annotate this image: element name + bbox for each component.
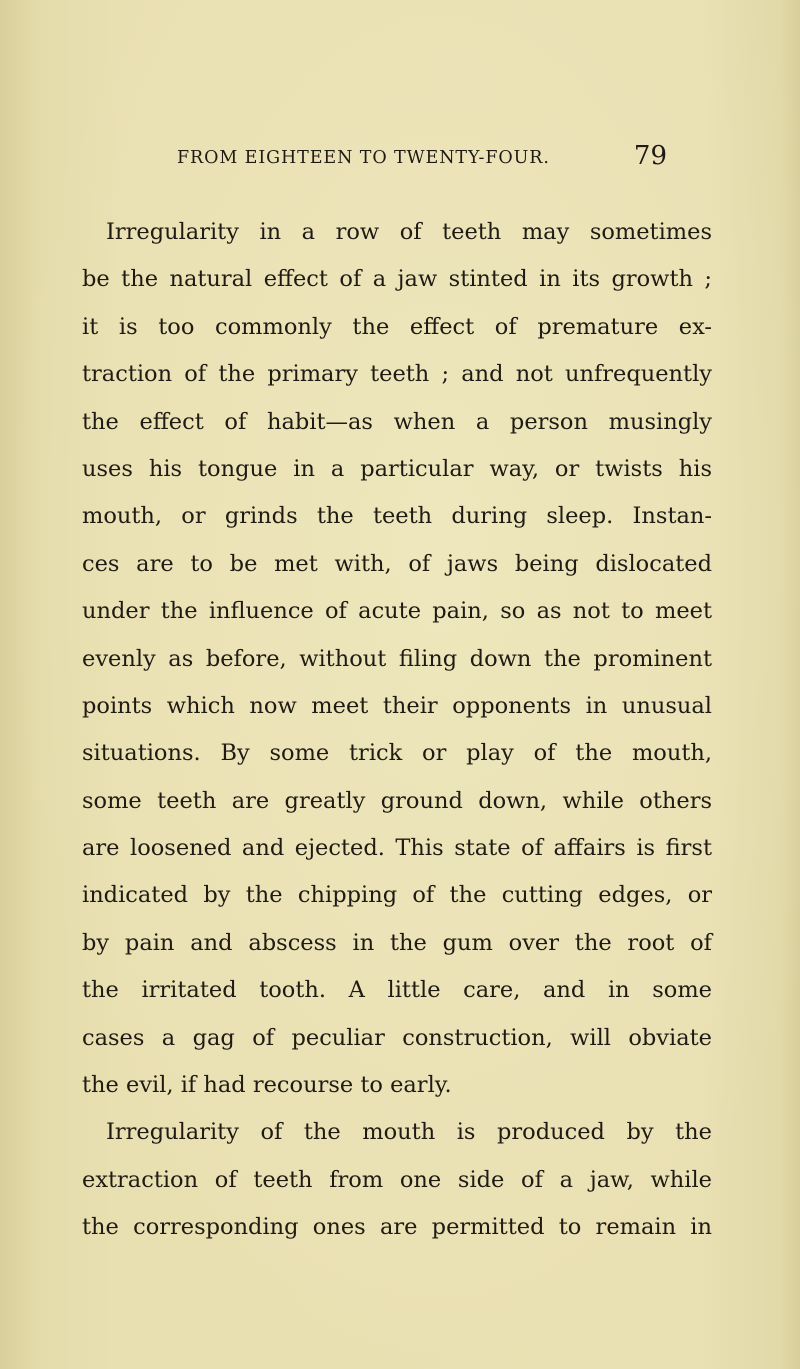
text-line: cases a gag of peculiar construction, will obviate [82,1024,712,1051]
text-line: the effect of habit—as when a person musingly [82,408,712,435]
page-number: 79 [633,141,667,171]
text-line: traction of the primary teeth ; and not unfrequently [82,361,712,388]
text-line: extraction of teeth from one side of a jaw, while [82,1166,712,1193]
text-line: situations. By some trick or play of the mouth, [82,740,712,767]
text-line: points which now meet their opponents in unusual [82,692,712,719]
text-line: mouth, or grinds the teeth during sleep. Instan- [82,503,712,530]
page-header [177,141,667,181]
running-head: FROM EIGHTEEN TO TWENTY-FOUR. [177,148,550,168]
text-line: the evil, if had recourse to early. [82,1072,452,1099]
text-line: it is too commonly the effect of premature ex- [82,313,712,340]
text-line: some teeth are greatly ground down, while others [82,787,712,814]
text-line: the corresponding ones are permitted to remain in [82,1214,712,1241]
body-text [82,209,712,1252]
text-line: the irritated tooth. A little care, and in some [82,977,712,1004]
text-line: ces are to be met with, of jaws being dislocated [82,550,712,577]
text-line: be the natural effect of a jaw stinted in its growth ; [82,266,712,293]
text-line: by pain and abscess in the gum over the root of [82,929,712,956]
text-line: evenly as before, without filing down the prominent [82,645,712,672]
text-line: indicated by the chipping of the cutting edges, or [82,882,712,909]
text-line: are loosened and ejected. This state of affairs is first [82,835,712,862]
text-line: Irregularity in a row of teeth may sometimes [106,219,712,245]
text-line: under the influence of acute pain, so as not to meet [82,598,712,625]
text-line: uses his tongue in a particular way, or twists his [82,455,712,482]
text-line: Irregularity of the mouth is produced by the [106,1119,712,1146]
